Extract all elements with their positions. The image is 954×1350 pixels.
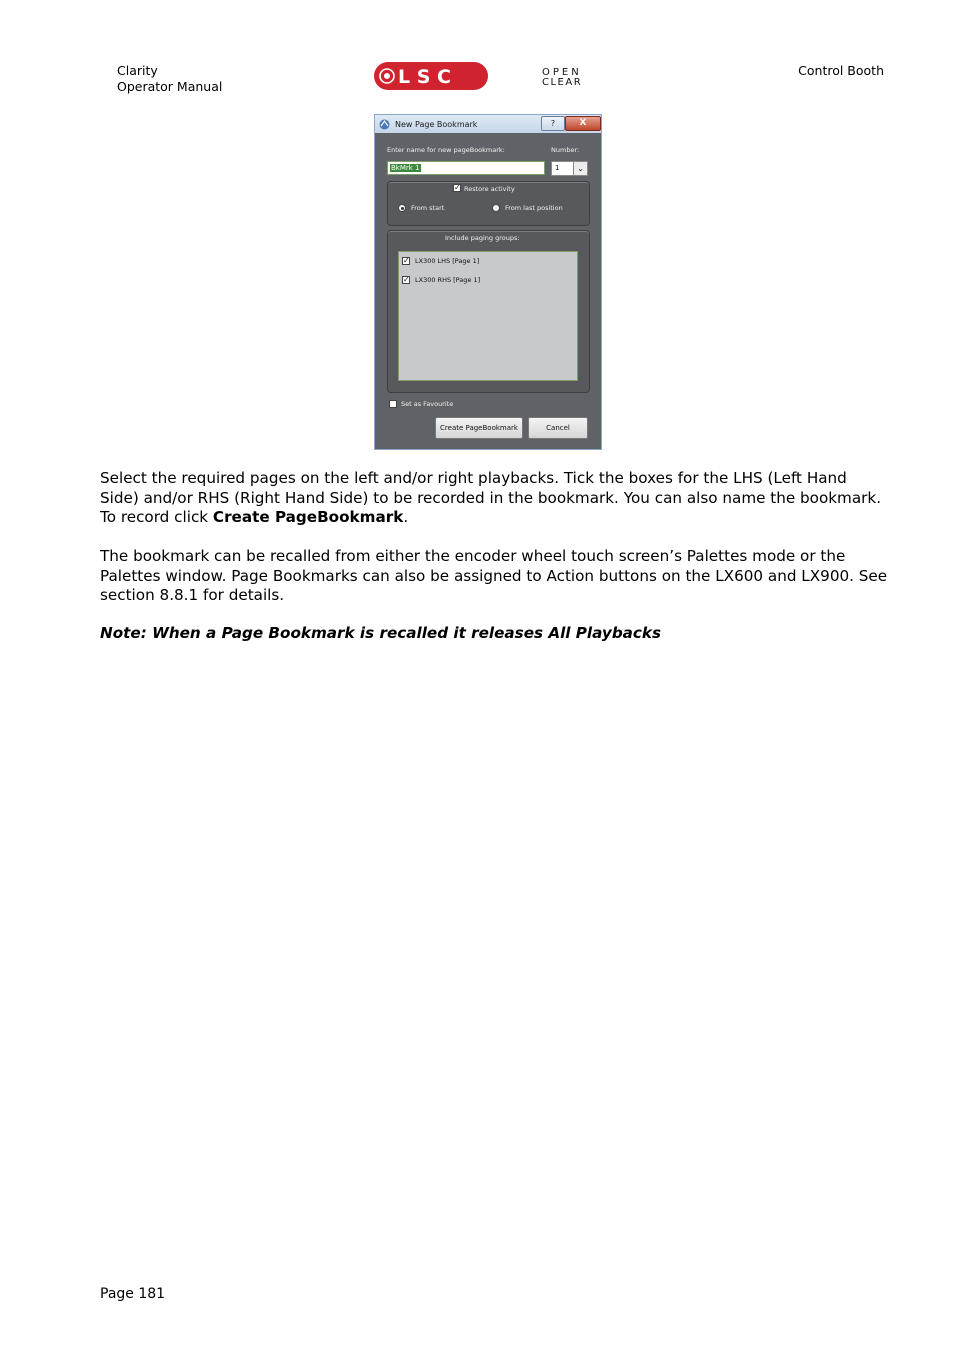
paging-groups-label: Include paging groups: xyxy=(445,234,520,242)
product-name: Clarity xyxy=(117,63,158,78)
openclear-logo-line1: OPEN xyxy=(542,67,582,78)
from-last-position-radio[interactable] xyxy=(492,204,500,212)
favourite-checkbox[interactable] xyxy=(389,400,397,408)
paragraph-instructions xyxy=(100,469,890,528)
create-pagebookmark-button[interactable]: Create PageBookmark xyxy=(435,417,523,439)
lsc-logo xyxy=(374,62,488,90)
lhs-label: LX300 LHS [Page 1] xyxy=(415,257,480,265)
name-label: Enter name for new pageBookmark: xyxy=(387,146,505,154)
from-start-label: From start xyxy=(411,204,445,212)
cancel-button[interactable]: Cancel xyxy=(528,417,588,439)
openclear-logo-line2: CLEAR xyxy=(542,77,583,88)
openclear-logo xyxy=(510,64,606,88)
number-value: 1 xyxy=(555,164,560,172)
paging-groups-list xyxy=(398,251,578,381)
chevron-down-icon[interactable]: ⌄ xyxy=(573,162,587,175)
instructions-text: Select the required pages on the left and/or right playbacks. Tick the boxes for the LHS (Left Hand Side) and/or RHS (Right Hand Side) to be recorded in the bookmark. You can also name the bookmark. To record click xyxy=(100,469,882,526)
section-title: Control Booth xyxy=(798,63,884,78)
from-start-radio[interactable] xyxy=(398,204,406,212)
instructions-end: . xyxy=(403,508,409,526)
rhs-label: LX300 RHS [Page 1] xyxy=(415,276,481,284)
dialog-title: New Page Bookmark xyxy=(395,120,478,129)
paging-groups-panel xyxy=(387,230,590,393)
new-page-bookmark-dialog xyxy=(374,114,602,450)
rhs-checkbox[interactable]: ✓ xyxy=(403,275,410,284)
note: Note: When a Page Bookmark is recalled it releases All Playbacks xyxy=(100,624,662,642)
manual-name: Operator Manual xyxy=(117,79,223,94)
header-left xyxy=(117,63,222,95)
bookmark-name-value: BkMrk 1 xyxy=(391,164,420,172)
restore-activity-checkbox[interactable]: ✓ xyxy=(454,183,461,192)
close-button[interactable]: X xyxy=(565,116,601,131)
help-button[interactable]: ? xyxy=(541,116,565,131)
favourite-label: Set as Favourite xyxy=(401,400,454,408)
from-last-position-label: From last position xyxy=(505,204,563,212)
create-pagebookmark-emphasis: Create PageBookmark xyxy=(212,508,404,526)
lsc-logo-text: L S C xyxy=(398,66,451,88)
page-number: Page 181 xyxy=(100,1286,166,1302)
bookmark-name-input[interactable] xyxy=(387,161,545,175)
restore-activity-label: Restore activity xyxy=(464,185,515,193)
number-label: Number: xyxy=(551,146,580,154)
app-icon xyxy=(379,119,390,130)
dialog-titlebar xyxy=(375,115,601,133)
lhs-checkbox[interactable]: ✓ xyxy=(403,256,410,265)
number-select[interactable] xyxy=(551,161,588,176)
paragraph-recall: The bookmark can be recalled from either the encoder wheel touch screen’s Palettes mode or the Palettes window. Page Bookmarks can also be assigned to Action buttons on the LX600 and LX900. See section 8.8.1 for details. xyxy=(100,547,888,604)
restore-activity-panel xyxy=(387,181,590,226)
